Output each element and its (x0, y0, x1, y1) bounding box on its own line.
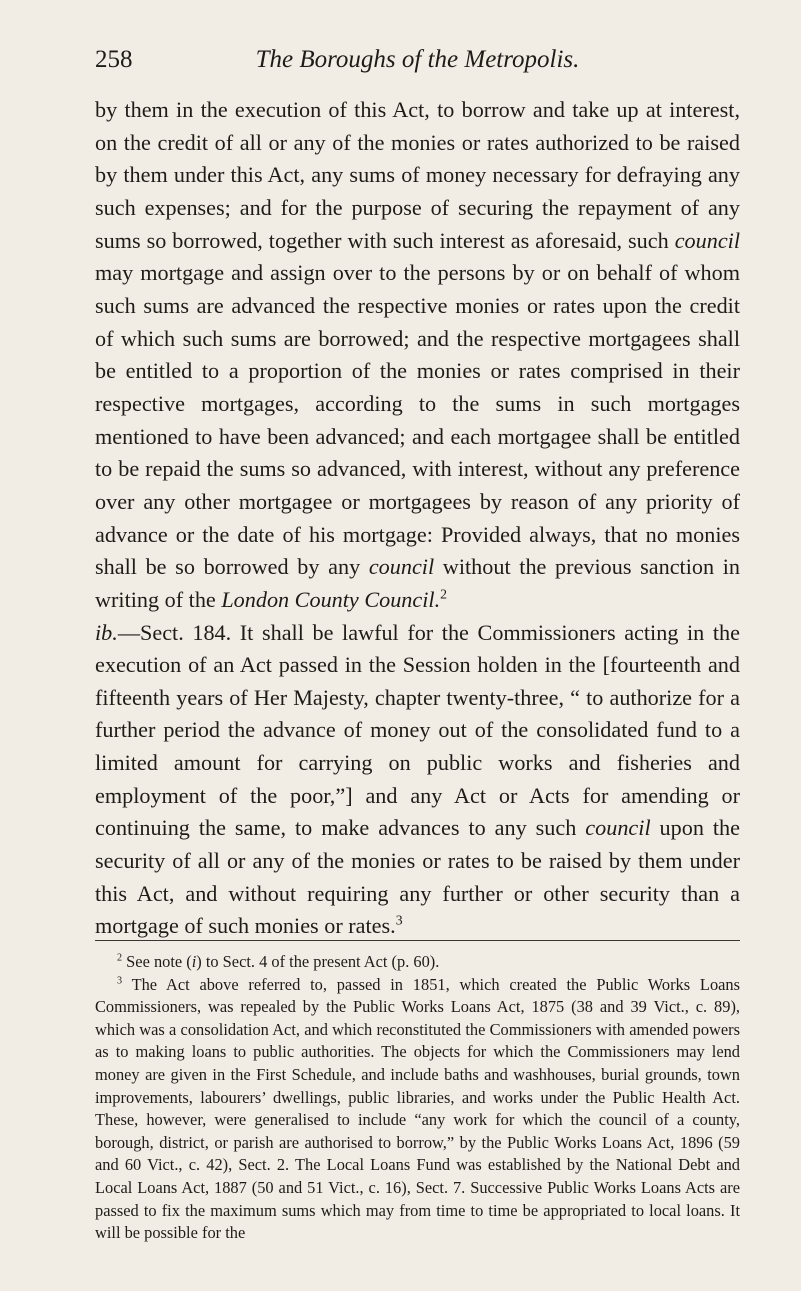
footnotes (95, 951, 740, 1245)
footnote-3 (95, 974, 740, 1245)
footnote-ref-2[interactable]: 2 (440, 586, 448, 602)
footnote-2-mark: 2 (117, 952, 123, 964)
footnote-2 (95, 951, 740, 974)
paragraph-1 (95, 94, 740, 617)
para2-ib: ib. (95, 619, 118, 645)
page-header (95, 46, 740, 86)
body-text (95, 94, 740, 943)
para1-italic-council-1: council (674, 227, 740, 253)
para2-italic-council: council (585, 815, 651, 841)
page-number: 258 (95, 46, 133, 73)
footnote-2-text-2: ) to Sect. 4 of the present Act (p. 60). (196, 952, 440, 971)
footnote-3-mark: 3 (117, 975, 123, 987)
footnote-3-text: The Act above referred to, passed in 1851, which created the Public Works Loans Commissioners, was repealed by the Public Works Loans Act, 1875 (38 and 39 Vict., c. 89), which was a consolidation Act, and which reconstituted the Commissioners with amended powers as to making loans to public authorities. The objects for which the Commissioners may lend money are given in the First Schedule, and include baths and washhouses, burial grounds, town improvements, labourers’ dwellings, public libraries, and works under the Public Health Act. These, however, were generalised to include “any work for which the council of a county, borough, district, or parish are authorised to borrow,” by the Public Works Loans Act, 1896 (59 and 60 Vict., c. 42), Sect. 2. The Local Loans Fund was established by the National Debt and Local Loans Act, 1887 (50 and 51 Vict., c. 16), Sect. 7. Successive Public Works Loans Acts are passed to fix the maximum sums which may from time to time be appropriated to local loans. It will be possible for the (95, 974, 740, 1243)
running-title: The Boroughs of the Metropolis. (255, 46, 580, 73)
para2-text-1: —Sect. 184. It shall be lawful for the Commissioners acting in the execution of an Act passed in the Session holden in the [fourteenth and fifteenth years of Her Majesty, chapter twenty-three, “ to authorize for a further period the advance of money out of the consolidated fund to a limited amount for carrying on public works and fisheries and employment of the poor,”] and any Act or Acts for amending or continuing the same, to make advances to any such (95, 619, 740, 841)
footnote-2-italic: i (191, 952, 197, 971)
footnote-ref-3[interactable]: 3 (395, 913, 403, 929)
paragraph-2 (95, 617, 740, 944)
para1-italic-council-2: council (368, 554, 435, 580)
para1-text-1: by them in the execution of this Act, to borrow and take up at interest, on the credit of all or any of the monies or rates authorized to be raised by them under this Act, any sums of money necessary for defraying any such expenses; and for the purpose of securing the repayment of any sums so borrowed, together with such interest as aforesaid, such (95, 97, 740, 253)
footnote-divider (95, 940, 740, 941)
para2-text-2: upon the security of all or any of the monies or rates to be raised by them under this Act, and without requiring any further or other security than a mortgage of such monies or rates. (95, 815, 740, 939)
para1-text-2: may mortgage and assign over to the persons by or on behalf of whom such sums are advanced the respective monies or rates upon the credit of which such sums are borrowed; and the respective mortgagees shall be entitled to a proportion of the monies or rates comprised in their respective mortgages, according to the sums in such mortgages mentioned to have been advanced; and each mortgagee shall be entitled to be repaid the sums so advanced, with interest, without any preference over any other mortgagee or mortgagees by reason of any priority of advance or the date of his mortgage: Provided always, that no monies shall be so borrowed by any (95, 260, 740, 580)
para1-italic-lcc: London County Council. (221, 586, 441, 612)
footnote-2-text-1: See note ( (122, 952, 192, 971)
para1-text-3: without the previous sanction in writing of the (95, 554, 740, 612)
